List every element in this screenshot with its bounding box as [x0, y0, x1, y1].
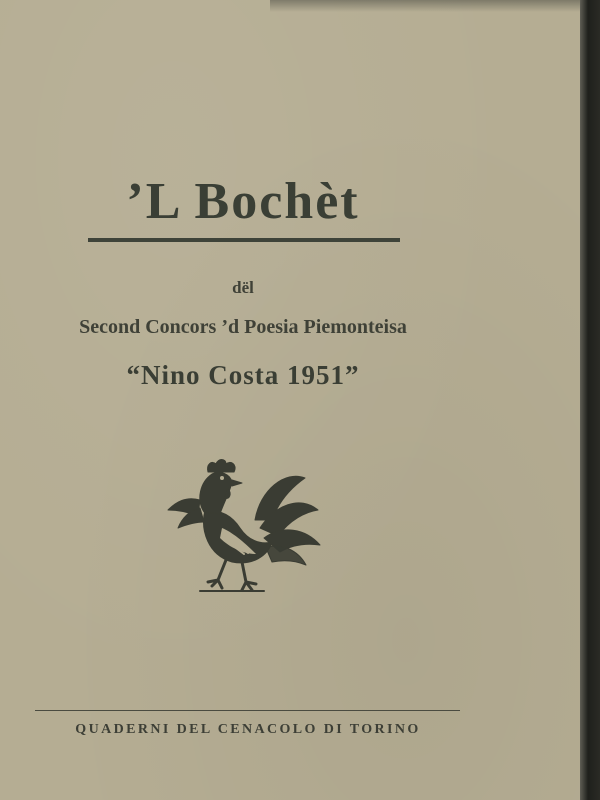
- top-shadow: [270, 0, 580, 12]
- rooster-icon: [160, 450, 330, 600]
- publisher-footer: QUADERNI DEL CENACOLO DI TORINO: [75, 722, 421, 737]
- cover-title: ’L Bochèt: [126, 173, 360, 230]
- footer-rule: [35, 710, 460, 711]
- book-spine-edge: [580, 0, 600, 800]
- cover-edition: “Nino Costa 1951”: [126, 360, 360, 390]
- cover-subtitle: Second Concors ’d Poesia Piemonteisa: [79, 316, 407, 338]
- cover-preposition: dël: [232, 278, 254, 297]
- title-underline: [88, 238, 400, 242]
